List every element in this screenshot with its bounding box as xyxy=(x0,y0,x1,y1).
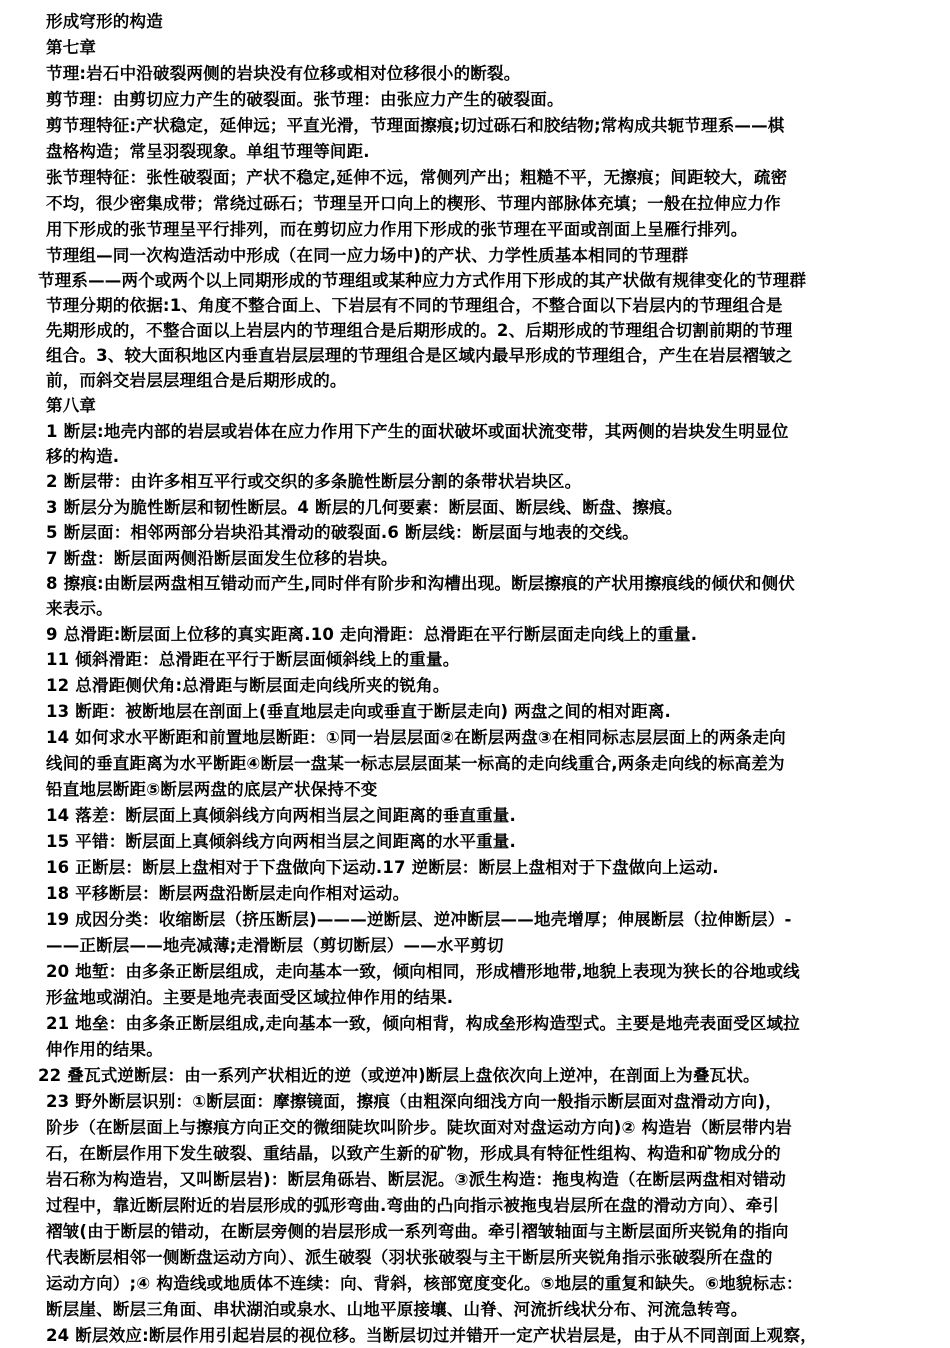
text-line: 第七章 xyxy=(46,38,97,57)
text-line: 节理分期的依据:1、角度不整合面上、下岩层有不同的节理组合，不整合面以下岩层内的节理组合是 xyxy=(46,296,783,315)
text-line: 11 倾斜滑距：总滑距在平行于断层面倾斜线上的重量。 xyxy=(46,650,460,669)
text-line: 13 断距：被断地层在剖面上(垂直地层走向或垂直于断层走向) 两盘之间的相对距离. xyxy=(46,702,672,721)
text-line: 20 地堑：由多条正断层组成，走向基本一致，倾向相同，形成槽形地带,地貌上表现为狭长的谷地或线 xyxy=(46,962,800,981)
text-line: 先期形成的，不整合面以上岩层内的节理组合是后期形成的。2、后期形成的节理组合切割前期的节理 xyxy=(46,321,793,340)
text-line: 节理:岩石中沿破裂两侧的岩块没有位移或相对位移很小的断裂。 xyxy=(46,64,521,83)
text-line: 2 断层带：由许多相互平行或交织的多条脆性断层分割的条带状岩块区。 xyxy=(46,472,582,491)
text-line: 铅直地层断距⑤断层两盘的底层产状保持不变 xyxy=(46,780,378,799)
text-line: 16 正断层：断层上盘相对于下盘做向下运动.17 逆断层：断层上盘相对于下盘做向上运动. xyxy=(46,858,719,877)
text-line: 剪节理特征:产状稳定，延伸远；平直光滑，节理面擦痕;切过砾石和胶结物;常构成共轭节理系——棋 xyxy=(46,116,785,135)
text-line: 用下形成的张节理呈平行排列，而在剪切应力作用下形成的张节理在平面或剖面上呈雁行排列。 xyxy=(46,220,748,239)
text-line: 伸作用的结果。 xyxy=(46,1040,163,1059)
text-line: 石，在断层作用下发生破裂、重结晶，以致产生新的矿物，形成具有特征性组构、构造和矿物成分的 xyxy=(46,1144,781,1163)
text-line: 9 总滑距:断层面上位移的真实距离.10 走向滑距：总滑距在平行断层面走向线上的重量. xyxy=(46,625,698,644)
text-line: 来表示。 xyxy=(46,599,113,618)
text-line: 阶步（在断层面上与擦痕方向正交的微细陡坎叫阶步。陡坎面对对盘运动方向)② 构造岩（断层带内岩 xyxy=(46,1118,792,1137)
text-line: 组合。3、较大面积地区内垂直岩层层理的节理组合是区域内最早形成的节理组合，产生在岩层褶皱之 xyxy=(46,346,793,365)
text-line: 代表断层相邻一侧断盘运动方向）、派生破裂（羽状张破裂与主干断层所夹锐角指示张破裂所在盘的 xyxy=(46,1248,773,1267)
text-line: 12 总滑距侧伏角:总滑距与断层面走向线所夹的锐角。 xyxy=(46,676,450,695)
text-line: 8 擦痕:由断层两盘相互错动而产生,同时伴有阶步和沟槽出现。断层擦痕的产状用擦痕线的倾伏和侧伏 xyxy=(46,574,795,593)
text-line: 岩石称为构造岩，又叫断层岩)：断层角砾岩、断层泥。③派生构造：拖曳构造（在断层两盘相对错动 xyxy=(46,1170,787,1189)
text-line: 盘格构造；常呈羽裂现象。单组节理等间距. xyxy=(46,142,370,161)
text-line: 15 平错：断层面上真倾斜线方向两相当层之间距离的水平重量. xyxy=(46,832,516,851)
text-line: 运动方向）;④ 构造线或地质体不连续：向、背斜，核部宽度变化。⑤地层的重复和缺失。⑥地貌标志： xyxy=(46,1274,803,1293)
text-line: 剪节理：由剪切应力产生的破裂面。张节理：由张应力产生的破裂面。 xyxy=(46,90,564,109)
text-line: 3 断层分为脆性断层和韧性断层。4 断层的几何要素：断层面、断层线、断盘、擦痕。 xyxy=(46,498,683,517)
text-line: 5 断层面：相邻两部分岩块沿其滑动的破裂面.6 断层线：断层面与地表的交线。 xyxy=(46,523,639,542)
text-line: 移的构造. xyxy=(46,447,120,466)
text-line: 形盆地或湖泊。主要是地壳表面受区域拉伸作用的结果. xyxy=(46,988,454,1007)
text-line: 褶皱(由于断层的错动，在断层旁侧的岩层形成一系列弯曲。牵引褶皱轴面与主断层面所夹锐角的指向 xyxy=(46,1222,789,1241)
text-line: 24 断层效应:断层作用引起岩层的视位移。当断层切过并错开一定产状岩层是，由于从不同剖面上观察， xyxy=(46,1326,817,1345)
text-line: 不均，很少密集成带；常绕过砾石；节理呈开口向上的楔形、节理内部脉体充填；一般在拉伸应力作 xyxy=(46,194,781,213)
text-line: 第八章 xyxy=(46,396,97,415)
text-line: 22 叠瓦式逆断层：由一系列产状相近的逆（或逆冲)断层上盘依次向上逆冲，在剖面上为叠瓦状。 xyxy=(38,1066,760,1085)
text-line: 19 成因分类：收缩断层（挤压断层)———逆断层、逆冲断层——地壳增厚；伸展断层（拉伸断层）- xyxy=(46,910,792,929)
text-line: 断层崖、断层三角面、串状湖泊或泉水、山地平原接壤、山脊、河流折线状分布、河流急转弯。 xyxy=(46,1300,748,1319)
text-line: 18 平移断层：断层两盘沿断层走向作相对运动。 xyxy=(46,884,410,903)
text-line: 节理组—同一次构造活动中形成（在同一应力场中)的产状、力学性质基本相同的节理群 xyxy=(46,246,689,265)
text-line: 7 断盘：断层面两侧沿断层面发生位移的岩块。 xyxy=(46,549,398,568)
text-line: 线间的垂直距离为水平断距④断层一盘某一标志层层面某一标高的走向线重合,两条走向线的标高差为 xyxy=(46,754,785,773)
text-line: 形成穹形的构造 xyxy=(46,12,163,31)
text-line: 节理系——两个或两个以上同期形成的节理组或某种应力方式作用下形成的其产状做有规律变化的节理群 xyxy=(38,271,807,290)
text-line: 前，而斜交岩层层理组合是后期形成的。 xyxy=(46,371,347,390)
text-line: 张节理特征：张性破裂面；产状不稳定,延伸不远，常侧列产出；粗糙不平，无擦痕；间距较大，疏密 xyxy=(46,168,788,187)
text-line: 23 野外断层识别：①断层面：摩擦镜面，擦痕（由粗深向细浅方向一般指示断层面对盘滑动方向)， xyxy=(46,1092,782,1111)
text-line: 14 落差：断层面上真倾斜线方向两相当层之间距离的垂直重量. xyxy=(46,806,516,825)
text-line: ——正断层——地壳减薄;走滑断层（剪切断层）——水平剪切 xyxy=(46,936,504,955)
text-line: 14 如何求水平断距和前置地层断距：①同一岩层层面②在断层两盘③在相同标志层层面上的两条走向 xyxy=(46,728,786,747)
text-line: 过程中，靠近断层附近的岩层形成的弧形弯曲.弯曲的凸向指示被拖曳岩层所在盘的滑动方向）、牵引 xyxy=(46,1196,780,1215)
text-line: 21 地垒：由多条正断层组成,走向基本一致，倾向相背，构成垒形构造型式。主要是地壳表面受区域拉 xyxy=(46,1014,800,1033)
text-line: 1 断层:地壳内部的岩层或岩体在应力作用下产生的面状破坏或面状流变带，其两侧的岩块发生明显位 xyxy=(46,422,789,441)
